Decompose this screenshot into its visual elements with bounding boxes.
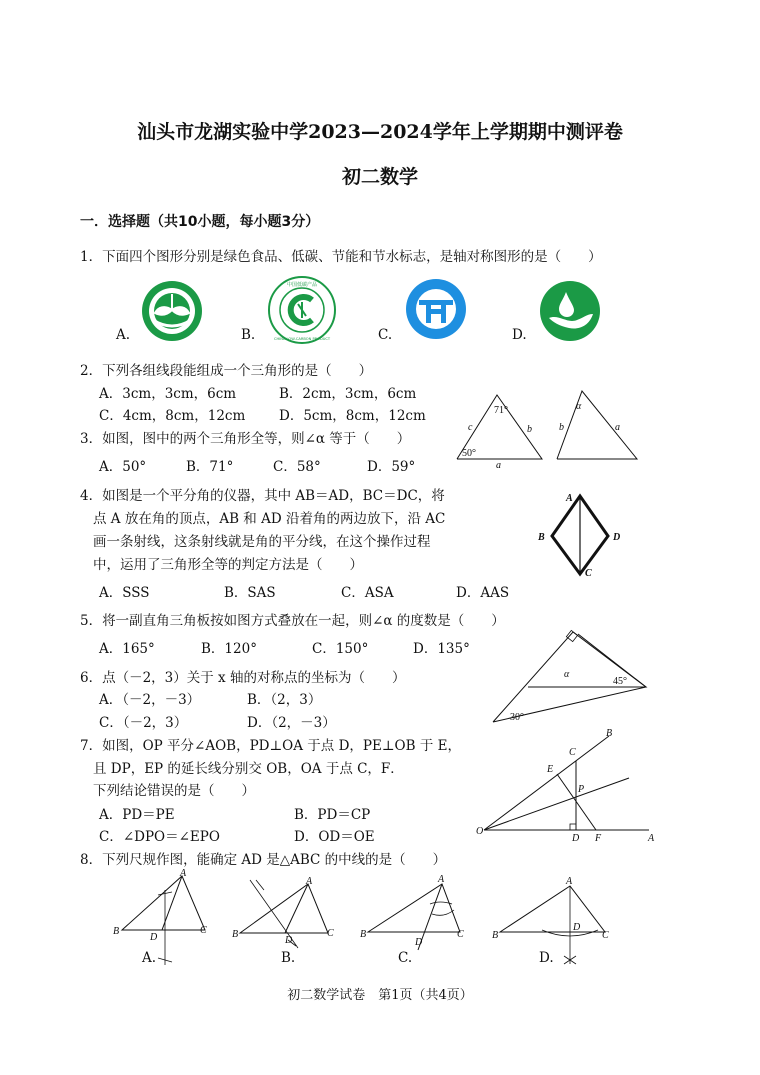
- q4-option-d: D．AAS: [456, 585, 510, 601]
- q7-option-d: D．OD＝OE: [294, 829, 375, 845]
- svg-text:B: B: [538, 532, 545, 543]
- q8-stem: 8．下列尺规作图，能确定 AD 是△ABC 的中线的是（ ）: [80, 852, 447, 868]
- q5-option-c: C．150°: [312, 641, 369, 657]
- svg-text:O: O: [476, 826, 484, 837]
- q1-stem: 1．下面四个图形分别是绿色食品、低碳、节能和节水标志，是轴对称图形的是（ ）: [80, 249, 602, 265]
- section-heading: 一．选择题（共10小题，每小题3分）: [80, 214, 320, 230]
- svg-text:C: C: [585, 568, 592, 579]
- low-carbon-logo-icon: [268, 276, 336, 344]
- svg-text:c: c: [468, 422, 473, 433]
- svg-text:C: C: [200, 925, 207, 936]
- q3-option-c: C．58°: [273, 459, 321, 475]
- q4-option-b: B．SAS: [224, 585, 276, 601]
- q8-label-d: D.: [539, 950, 554, 966]
- q6-option-c: C．（－2，3）: [99, 715, 188, 731]
- q5-option-a: A．165°: [99, 641, 155, 657]
- q8-label-c: C.: [398, 950, 413, 966]
- q8-label-a: A.: [142, 950, 157, 966]
- q8-figure-c: [360, 870, 475, 955]
- svg-text:E: E: [547, 764, 554, 775]
- svg-text:D: D: [415, 937, 423, 948]
- svg-text:A: A: [306, 876, 313, 887]
- svg-text:B: B: [606, 728, 613, 739]
- q5-stem: 5．将一副直角三角板按如图方式叠放在一起，则∠α 的度数是（ ）: [80, 613, 505, 629]
- q6-option-b: B．（2，3）: [247, 692, 322, 708]
- q5-set-squares-figure: [488, 622, 653, 727]
- q8-figure-a: [110, 870, 220, 970]
- svg-text:71°: 71°: [494, 405, 508, 416]
- svg-text:B: B: [492, 930, 499, 941]
- svg-text:a: a: [496, 460, 501, 471]
- q2-option-c: C．4cm，8cm，12cm: [99, 408, 246, 424]
- q1-label-d: D.: [512, 327, 527, 343]
- svg-text:D: D: [613, 532, 621, 543]
- svg-text:D: D: [285, 935, 293, 946]
- q4-line-4: 中，运用了三角形全等的判定方法是（ ）: [93, 557, 363, 573]
- q7-option-b: B．PD＝CP: [294, 807, 371, 823]
- q7-line-2: 且 DP，EP 的延长线分别交 OB，OA 于点 C，F．: [93, 761, 404, 777]
- q4-option-a: A．SSS: [99, 585, 150, 601]
- water-saving-logo-icon: [539, 280, 601, 342]
- q6-stem: 6．点（－2，3）关于 x 轴的对称点的坐标为（ ）: [80, 670, 406, 686]
- svg-text:α: α: [564, 669, 570, 680]
- svg-text:b: b: [559, 422, 564, 433]
- q4-bisector-instrument-figure: [535, 488, 630, 583]
- svg-text:A: A: [566, 493, 573, 504]
- svg-text:C: C: [569, 747, 576, 758]
- svg-text:45°: 45°: [613, 676, 627, 687]
- q7-line-1: 7．如图，OP 平分∠AOB，PD⊥OA 于点 D，PE⊥OB 于 E，: [80, 738, 461, 754]
- q5-option-b: B．120°: [201, 641, 257, 657]
- q4-line-1: 4．如图是一个平分角的仪器，其中 AB＝AD，BC＝DC，将: [80, 488, 445, 504]
- svg-text:F: F: [595, 833, 602, 844]
- q7-line-3: 下列结论错误的是（ ）: [93, 783, 255, 799]
- q3-option-a: A．50°: [99, 459, 147, 475]
- svg-text:D: D: [573, 922, 581, 933]
- svg-text:P: P: [578, 784, 585, 795]
- svg-text:A: A: [438, 874, 445, 885]
- svg-text:30°: 30°: [510, 712, 524, 723]
- svg-text:B: B: [113, 926, 120, 937]
- q1-label-b: B.: [241, 327, 256, 343]
- svg-text:A: A: [648, 833, 655, 844]
- svg-text:A: A: [566, 876, 573, 887]
- svg-text:a: a: [615, 422, 620, 433]
- q6-option-d: D．（2，－3）: [247, 715, 336, 731]
- q2-stem: 2．下列各组线段能组成一个三角形的是（ ）: [80, 363, 373, 379]
- page-title: 汕头市龙湖实验中学2023—2024学年上学期期中测评卷: [137, 121, 623, 143]
- logo-b-text: 中国低碳产品: [286, 282, 318, 288]
- q5-option-d: D．135°: [413, 641, 470, 657]
- q6-option-a: A．（－2，－3）: [99, 692, 201, 708]
- green-food-logo-icon: [141, 280, 203, 342]
- svg-text:B: B: [360, 929, 367, 940]
- svg-text:b: b: [527, 424, 532, 435]
- q4-option-c: C．ASA: [341, 585, 394, 601]
- q3-option-b: B．71°: [186, 459, 234, 475]
- q1-label-c: C.: [378, 327, 393, 343]
- page-footer: 初二数学试卷 第1页（共4页）: [287, 988, 473, 1003]
- q8-label-b: B.: [281, 950, 296, 966]
- svg-text:C: C: [602, 930, 609, 941]
- q2-option-b: B．2cm，3cm，6cm: [279, 386, 417, 402]
- svg-text:50°: 50°: [462, 448, 476, 459]
- svg-text:C: C: [327, 928, 334, 939]
- q2-option-d: D．5cm，8cm，12cm: [279, 408, 426, 424]
- q1-label-a: A.: [116, 327, 131, 343]
- q7-option-a: A．PD＝PE: [99, 807, 175, 823]
- q3-stem: 3．如图，图中的两个三角形全等，则∠α 等于（ ）: [80, 431, 411, 447]
- energy-saving-logo-icon: [405, 278, 467, 340]
- q3-option-d: D．59°: [367, 459, 416, 475]
- q7-option-c: C．∠DPO＝∠EPO: [99, 829, 220, 845]
- svg-text:D: D: [150, 932, 158, 943]
- page-subtitle: 初二数学: [341, 166, 418, 188]
- q4-line-2: 点 A 放在角的顶点，AB 和 AD 沿着角的两边放下，沿 AC: [93, 511, 446, 527]
- svg-text:B: B: [232, 929, 239, 940]
- svg-text:A: A: [180, 868, 187, 879]
- svg-text:C: C: [457, 929, 464, 940]
- q8-figure-b: [230, 870, 340, 955]
- svg-text:D: D: [572, 833, 580, 844]
- svg-text:α: α: [576, 401, 582, 412]
- q4-line-3: 画一条射线，这条射线就是角的平分线，在这个操作过程: [93, 534, 431, 550]
- q3-triangles-figure: [452, 385, 642, 470]
- q2-option-a: A．3cm，3cm，6cm: [99, 386, 237, 402]
- q7-angle-bisector-figure: [474, 726, 659, 846]
- logo-b-arc-text: CHINA LOW-CARBON PRODUCT: [273, 337, 331, 341]
